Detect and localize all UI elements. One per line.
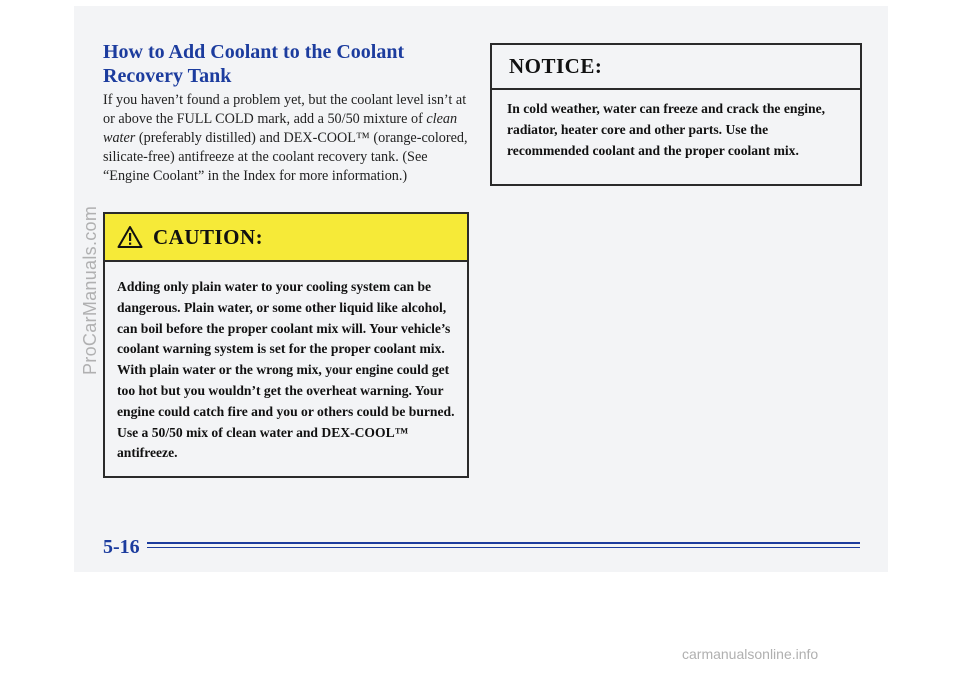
caution-box [103,212,469,478]
vertical-watermark: ProCarManuals.com [80,205,100,375]
footer-rule-thick [147,542,860,544]
intro-text-start: If you haven’t found a problem yet, but the coolant level isn’t at or above the FULL COLD mark, add a 50/50 mixture of [103,92,467,127]
intro-paragraph [103,91,473,186]
bottom-watermark: carmanualsonline.info [682,646,819,662]
section-heading: How to Add Coolant to the Coolant Recovery Tank [103,41,405,87]
notice-box [490,43,862,186]
caution-header [105,214,467,262]
notice-body: In cold weather, water can freeze and crack the engine, radiator, heater core and other parts. Use the recommended coolant and the proper coolant mix. [507,101,826,158]
footer-rule-thin [147,547,860,548]
caution-body: Adding only plain water to your cooling system can be dangerous. Plain water, or some other liquid like alcohol, can boil before the proper coolant mix will. Your vehicle’s coolant warning system is set for the proper coolant mix. With plain water or the wrong mix, your engine could get too hot but you wouldn’t get the overheat warning. Your engine could catch fire and you or others could be burned. Use a 50/50 mix of clean water and DEX-COOL™ antifreeze. [117,279,455,461]
intro-text-end: (preferably distilled) and DEX-COOL™ (orange-colored, silicate-free) antifreeze at the coolant recovery tank. (See “Engine Coolant” in the Index for more information.) [103,130,468,184]
notice-header [492,45,860,90]
caution-title: CAUTION: [153,224,264,249]
page-number: 5-16 [103,536,140,558]
notice-title: NOTICE: [509,54,603,78]
warning-triangle-icon [117,225,143,249]
intro-emphasis: clean water [103,111,458,146]
